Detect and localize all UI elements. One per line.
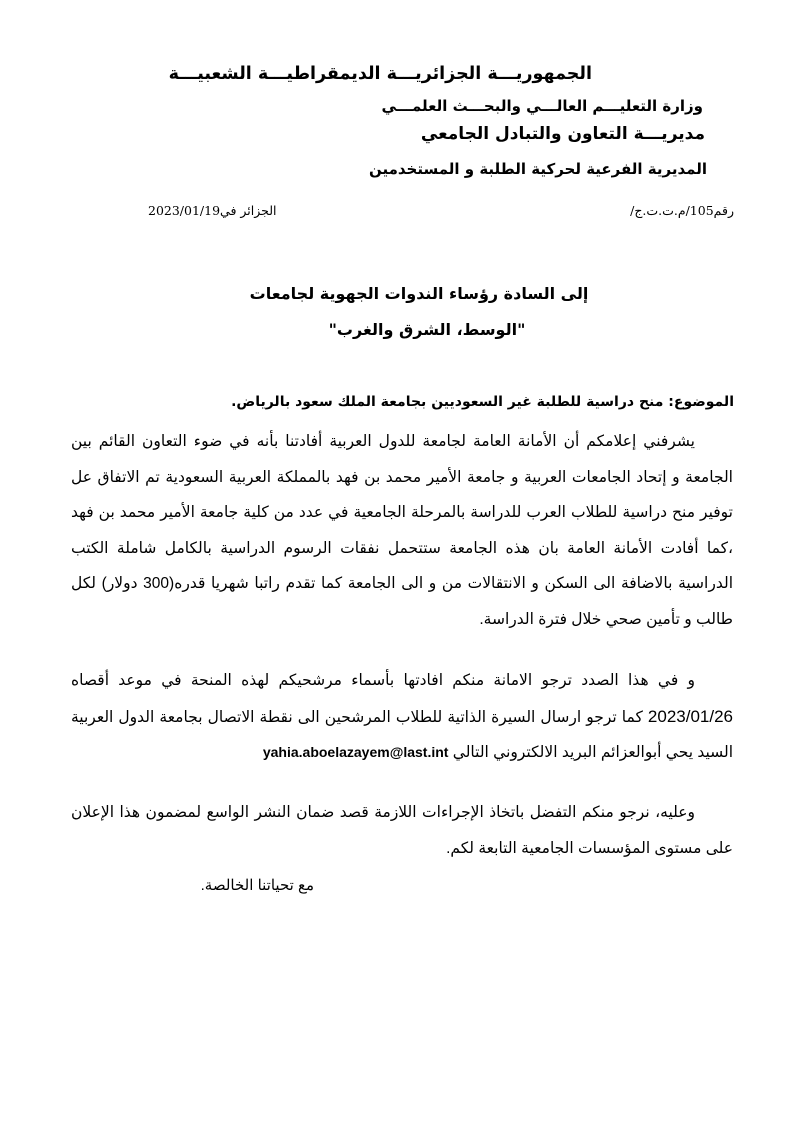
paragraph-2-text-b: كما ترجو ارسال السيرة الذاتية للطلاب المرشحين الى نقطة الاتصال بجامعة الدول العربية السيد يحي أبوالعزائم البريد الالكتروني التالي — [71, 708, 733, 761]
subject-line: الموضوع: منح دراسية للطلبة غير السعوديين بجامعة الملك سعود بالرياض. — [231, 394, 734, 410]
paragraph-3-text: وعليه، نرجو منكم التفضل باتخاذ الإجراءات اللازمة قصد ضمان النشر الواسع لمضمون هذا الإعلان على مستوى المؤسسات الجامعية التابعة لكم. — [71, 804, 733, 857]
reference-number: رقم105/م.ت.ت.ج/ — [630, 203, 734, 218]
closing-salutation: مع تحياتنا الخالصة. — [200, 877, 314, 894]
place-date: الجزائر في2023/01/19 — [148, 203, 277, 218]
paragraph-2-text-a: و في هذا الصدد ترجو الامانة منكم افادتها بأسماء مرشحيكم لهذه المنحة في موعد أقصاه — [71, 672, 695, 689]
contact-email-link[interactable]: yahia.aboelazayem@last.int — [262, 744, 449, 760]
body-paragraph-3 — [71, 795, 733, 866]
header-sub-directorate: المديرية الفرعية لحركية الطلبة و المستخدمين — [368, 160, 707, 178]
deadline-date: 2023/01/26 — [647, 706, 733, 726]
addressee-line-2: "الوسط، الشرق والغرب" — [328, 320, 526, 339]
body-paragraph-1 — [71, 424, 733, 637]
header-ministry: وزارة التعليـــم العالـــي والبحـــث العلمـــي — [381, 97, 703, 115]
body-paragraph-2 — [71, 663, 733, 771]
addressee-line-1: إلى السادة رؤساء الندوات الجهوية لجامعات — [249, 284, 589, 303]
paragraph-1-text: يشرفني إعلامكم أن الأمانة العامة لجامعة للدول العربية أفادتنا بأنه في ضوء التعاون القائم بين الجامعة و إتحاد الجامعات العربية و جامعة الأمير محمد بن فهد بالمملكة العربية السعودية تم الاتفاق عل توفير منح دراسية للطلاب العرب للدراسة بالمرحلة الجامعية في عدد من كلية جامعة الأمير محمد بن فهد ،كما أفادت الأمانة العامة بان هذه الجامعة ستتحمل نفقات الرسوم الدراسية بالكامل شاملة الكتب الدراسية بالاضافة الى السكن و الانتقالات من و الى الجامعة كما تقدم راتبا شهريا قدره(300 دولار) لكل طالب و تأمين صحي خلال فترة الدراسة. — [71, 433, 733, 628]
header-directorate: مديريـــة التعاون والتبادل الجامعي — [420, 124, 705, 144]
header-republic: الجمهوريـــة الجزائريـــة الديمقراطيـــة الشعبيـــة — [168, 64, 592, 84]
